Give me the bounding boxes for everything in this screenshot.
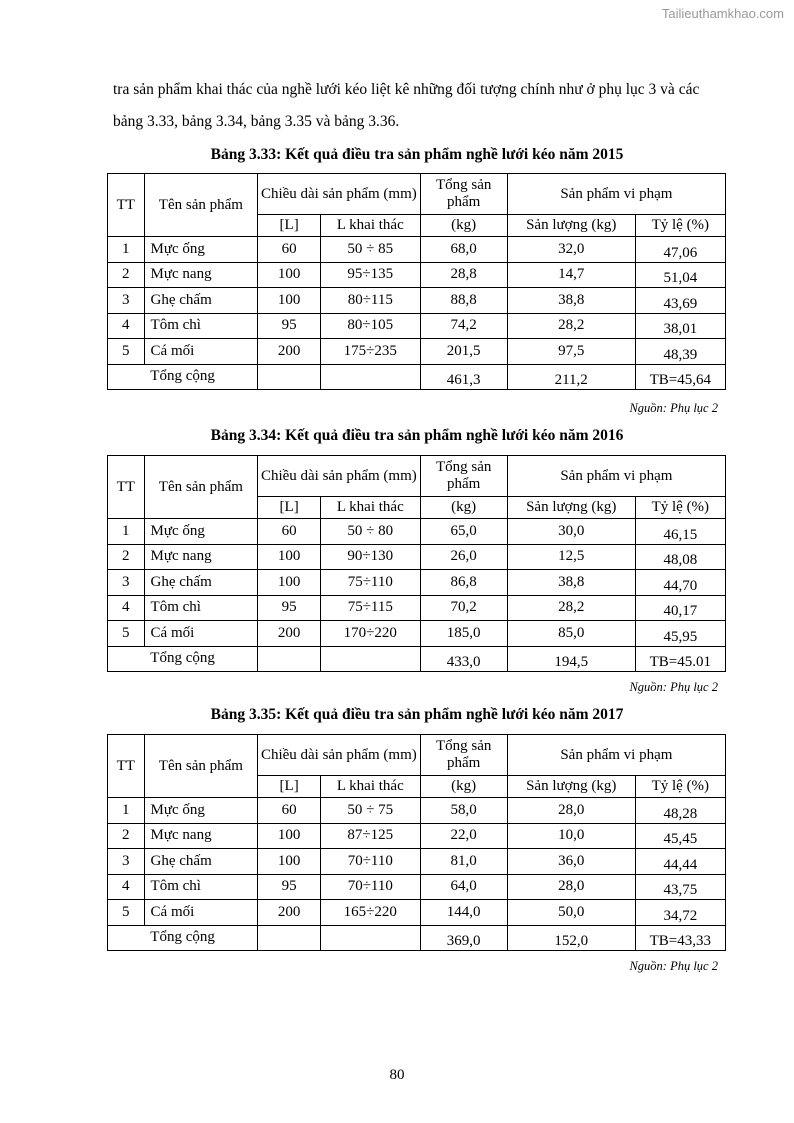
cell-total: 26,0 [420, 544, 507, 570]
header-violation-ratio: Tỷ lệ (%) [635, 215, 725, 237]
header-violation-ratio: Tỷ lệ (%) [635, 497, 725, 519]
cell-product-name: Tôm chì [144, 313, 258, 339]
cell-violation-output: 97,5 [507, 339, 635, 365]
cell-violation-output: 50,0 [507, 900, 635, 926]
survey-table [107, 173, 726, 390]
cell-length-l: 60 [258, 237, 321, 263]
cell-violation-ratio: 44,70 [635, 570, 725, 596]
cell-product-name: Mực ống [144, 519, 258, 545]
cell-total: 185,0 [420, 621, 507, 647]
header-violation-group: Sản phẩm vi phạm [507, 735, 725, 776]
cell-product-name: Mực nang [144, 823, 258, 849]
cell-length-exploit: 95÷135 [321, 262, 420, 288]
cell-product-name: Tôm chì [144, 874, 258, 900]
cell-length-l: 95 [258, 595, 321, 621]
total-label: Tổng cộng [108, 646, 258, 672]
cell-total: 70,2 [420, 595, 507, 621]
header-length-l: [L] [258, 776, 321, 798]
header-violation-output: Sản lượng (kg) [507, 215, 635, 237]
cell-total: 58,0 [420, 798, 507, 824]
cell-tt: 1 [108, 798, 145, 824]
cell-length-l: 100 [258, 570, 321, 596]
table-caption: Bảng 3.34: Kết quả điều tra sản phẩm nghề lưới kéo năm 2016 [210, 427, 624, 444]
cell-length-l: 100 [258, 262, 321, 288]
cell-length-exploit: 75÷115 [321, 595, 420, 621]
cell-violation-ratio: 48,28 [635, 798, 725, 824]
cell-length-l: 100 [258, 288, 321, 314]
header-total-product: Tổng sản phẩm [420, 174, 507, 215]
cell-length-l: 100 [258, 823, 321, 849]
header-length-l: [L] [258, 215, 321, 237]
cell-total: 28,8 [420, 262, 507, 288]
table-source: Nguồn: Phụ lục 2 [629, 959, 718, 973]
cell-product-name: Ghẹ chấm [144, 849, 258, 875]
table-row [108, 544, 726, 570]
cell-length-l: 95 [258, 313, 321, 339]
header-violation-ratio: Tỷ lệ (%) [635, 776, 725, 798]
table-row [108, 900, 726, 926]
page-number: 80 [389, 1067, 405, 1083]
total-violation-output: 152,0 [507, 925, 635, 951]
cell-total: 81,0 [420, 849, 507, 875]
table-row [108, 339, 726, 365]
cell-tt: 1 [108, 237, 145, 263]
total-row [108, 646, 726, 672]
cell-length-exploit: 80÷105 [321, 313, 420, 339]
cell-tt: 5 [108, 900, 145, 926]
total-violation-ratio: TB=45.01 [635, 646, 725, 672]
header-length-exploit: L khai thác [321, 497, 420, 519]
cell-length-exploit: 170÷220 [321, 621, 420, 647]
cell-total: 201,5 [420, 339, 507, 365]
header-total-product: Tổng sản phẩm [420, 456, 507, 497]
cell-total: 22,0 [420, 823, 507, 849]
cell-length-l: 100 [258, 849, 321, 875]
cell-tt: 3 [108, 288, 145, 314]
cell-total: 88,8 [420, 288, 507, 314]
cell-violation-output: 38,8 [507, 288, 635, 314]
table-row [108, 849, 726, 875]
table-row [108, 262, 726, 288]
header-row [108, 174, 726, 215]
total-violation-output: 211,2 [507, 364, 635, 390]
cell-tt: 2 [108, 823, 145, 849]
cell-violation-ratio: 45,45 [635, 823, 725, 849]
cell-length-l: 60 [258, 798, 321, 824]
cell-violation-output: 32,0 [507, 237, 635, 263]
table-caption: Bảng 3.35: Kết quả điều tra sản phẩm nghề lưới kéo năm 2017 [210, 706, 624, 723]
cell-product-name: Cá mối [144, 621, 258, 647]
header-row [108, 456, 726, 497]
cell-length-exploit: 70÷110 [321, 874, 420, 900]
cell-product-name: Mực nang [144, 544, 258, 570]
cell-violation-output: 38,8 [507, 570, 635, 596]
table-row [108, 570, 726, 596]
cell-violation-output: 28,0 [507, 874, 635, 900]
cell-product-name: Ghẹ chấm [144, 570, 258, 596]
table-caption: Bảng 3.33: Kết quả điều tra sản phẩm nghề lưới kéo năm 2015 [210, 146, 624, 163]
cell-length-exploit: 50 ÷ 80 [321, 519, 420, 545]
survey-table [107, 455, 726, 672]
cell-violation-ratio: 43,75 [635, 874, 725, 900]
total-value: 369,0 [420, 925, 507, 951]
cell-violation-output: 28,2 [507, 595, 635, 621]
cell-tt: 4 [108, 874, 145, 900]
header-row [108, 735, 726, 776]
header-length-group: Chiều dài sản phẩm (mm) [258, 735, 420, 776]
cell-product-name: Cá mối [144, 339, 258, 365]
header-product-name: Tên sản phẩm [144, 735, 258, 798]
cell-length-exploit: 50 ÷ 75 [321, 798, 420, 824]
header-length-group: Chiều dài sản phẩm (mm) [258, 174, 420, 215]
cell-violation-output: 28,2 [507, 313, 635, 339]
header-length-group: Chiều dài sản phẩm (mm) [258, 456, 420, 497]
cell-total: 64,0 [420, 874, 507, 900]
cell-violation-ratio: 46,15 [635, 519, 725, 545]
cell-violation-ratio: 38,01 [635, 313, 725, 339]
total-empty-cell [258, 364, 321, 390]
table-row [108, 313, 726, 339]
survey-table [107, 734, 726, 951]
table-source: Nguồn: Phụ lục 2 [629, 680, 718, 694]
intro-paragraph: tra sản phẩm khai thác của nghề lưới kéo liệt kê những đối tượng chính như ở phụ lục 3 và các bảng 3.33, bảng 3.34, bảng 3.35 và bảng 3.36. [113, 81, 700, 130]
cell-length-l: 95 [258, 874, 321, 900]
cell-violation-output: 12,5 [507, 544, 635, 570]
total-empty-cell [258, 646, 321, 672]
header-length-l: [L] [258, 497, 321, 519]
cell-length-exploit: 80÷115 [321, 288, 420, 314]
table-source: Nguồn: Phụ lục 2 [629, 401, 718, 415]
cell-violation-output: 10,0 [507, 823, 635, 849]
table-row [108, 519, 726, 545]
cell-length-exploit: 90÷130 [321, 544, 420, 570]
cell-violation-ratio: 47,06 [635, 237, 725, 263]
header-tt: TT [108, 174, 145, 237]
cell-product-name: Mực nang [144, 262, 258, 288]
table-row [108, 595, 726, 621]
header-total-unit: (kg) [420, 776, 507, 798]
header-product-name: Tên sản phẩm [144, 174, 258, 237]
total-value: 433,0 [420, 646, 507, 672]
cell-violation-output: 28,0 [507, 798, 635, 824]
cell-length-exploit: 50 ÷ 85 [321, 237, 420, 263]
cell-length-exploit: 75÷110 [321, 570, 420, 596]
cell-violation-ratio: 44,44 [635, 849, 725, 875]
cell-violation-ratio: 48,08 [635, 544, 725, 570]
cell-length-l: 200 [258, 339, 321, 365]
cell-tt: 5 [108, 339, 145, 365]
cell-total: 65,0 [420, 519, 507, 545]
total-value: 461,3 [420, 364, 507, 390]
cell-violation-output: 36,0 [507, 849, 635, 875]
total-label: Tổng cộng [108, 925, 258, 951]
header-total-unit: (kg) [420, 215, 507, 237]
table-row [108, 288, 726, 314]
header-product-name: Tên sản phẩm [144, 456, 258, 519]
watermark: Tailieuthamkhao.com [661, 6, 784, 21]
header-tt: TT [108, 735, 145, 798]
cell-tt: 5 [108, 621, 145, 647]
cell-tt: 2 [108, 544, 145, 570]
total-empty-cell [321, 364, 420, 390]
cell-total: 68,0 [420, 237, 507, 263]
cell-tt: 4 [108, 595, 145, 621]
header-violation-group: Sản phẩm vi phạm [507, 456, 725, 497]
cell-length-exploit: 70÷110 [321, 849, 420, 875]
cell-length-l: 200 [258, 900, 321, 926]
total-empty-cell [321, 646, 420, 672]
total-row [108, 364, 726, 390]
table-row [108, 237, 726, 263]
cell-violation-ratio: 48,39 [635, 339, 725, 365]
header-violation-group: Sản phẩm vi phạm [507, 174, 725, 215]
cell-product-name: Mực ống [144, 237, 258, 263]
cell-total: 74,2 [420, 313, 507, 339]
cell-violation-output: 30,0 [507, 519, 635, 545]
cell-violation-output: 85,0 [507, 621, 635, 647]
table-row [108, 823, 726, 849]
cell-tt: 3 [108, 570, 145, 596]
table-row [108, 621, 726, 647]
cell-product-name: Ghẹ chấm [144, 288, 258, 314]
header-violation-output: Sản lượng (kg) [507, 497, 635, 519]
cell-violation-ratio: 45,95 [635, 621, 725, 647]
table-row [108, 874, 726, 900]
total-violation-ratio: TB=45,64 [635, 364, 725, 390]
cell-tt: 3 [108, 849, 145, 875]
table-row [108, 798, 726, 824]
cell-violation-output: 14,7 [507, 262, 635, 288]
header-length-exploit: L khai thác [321, 215, 420, 237]
cell-tt: 2 [108, 262, 145, 288]
header-tt: TT [108, 456, 145, 519]
cell-violation-ratio: 51,04 [635, 262, 725, 288]
cell-length-exploit: 87÷125 [321, 823, 420, 849]
cell-total: 144,0 [420, 900, 507, 926]
cell-product-name: Cá mối [144, 900, 258, 926]
total-row [108, 925, 726, 951]
cell-length-l: 200 [258, 621, 321, 647]
total-empty-cell [258, 925, 321, 951]
total-violation-output: 194,5 [507, 646, 635, 672]
cell-tt: 4 [108, 313, 145, 339]
cell-violation-ratio: 40,17 [635, 595, 725, 621]
total-violation-ratio: TB=43,33 [635, 925, 725, 951]
cell-length-exploit: 165÷220 [321, 900, 420, 926]
header-total-product: Tổng sản phẩm [420, 735, 507, 776]
cell-length-exploit: 175÷235 [321, 339, 420, 365]
cell-product-name: Tôm chì [144, 595, 258, 621]
cell-violation-ratio: 43,69 [635, 288, 725, 314]
cell-tt: 1 [108, 519, 145, 545]
total-empty-cell [321, 925, 420, 951]
cell-length-l: 100 [258, 544, 321, 570]
total-label: Tổng cộng [108, 364, 258, 390]
header-violation-output: Sản lượng (kg) [507, 776, 635, 798]
header-length-exploit: L khai thác [321, 776, 420, 798]
cell-length-l: 60 [258, 519, 321, 545]
header-total-unit: (kg) [420, 497, 507, 519]
cell-violation-ratio: 34,72 [635, 900, 725, 926]
cell-total: 86,8 [420, 570, 507, 596]
cell-product-name: Mực ống [144, 798, 258, 824]
